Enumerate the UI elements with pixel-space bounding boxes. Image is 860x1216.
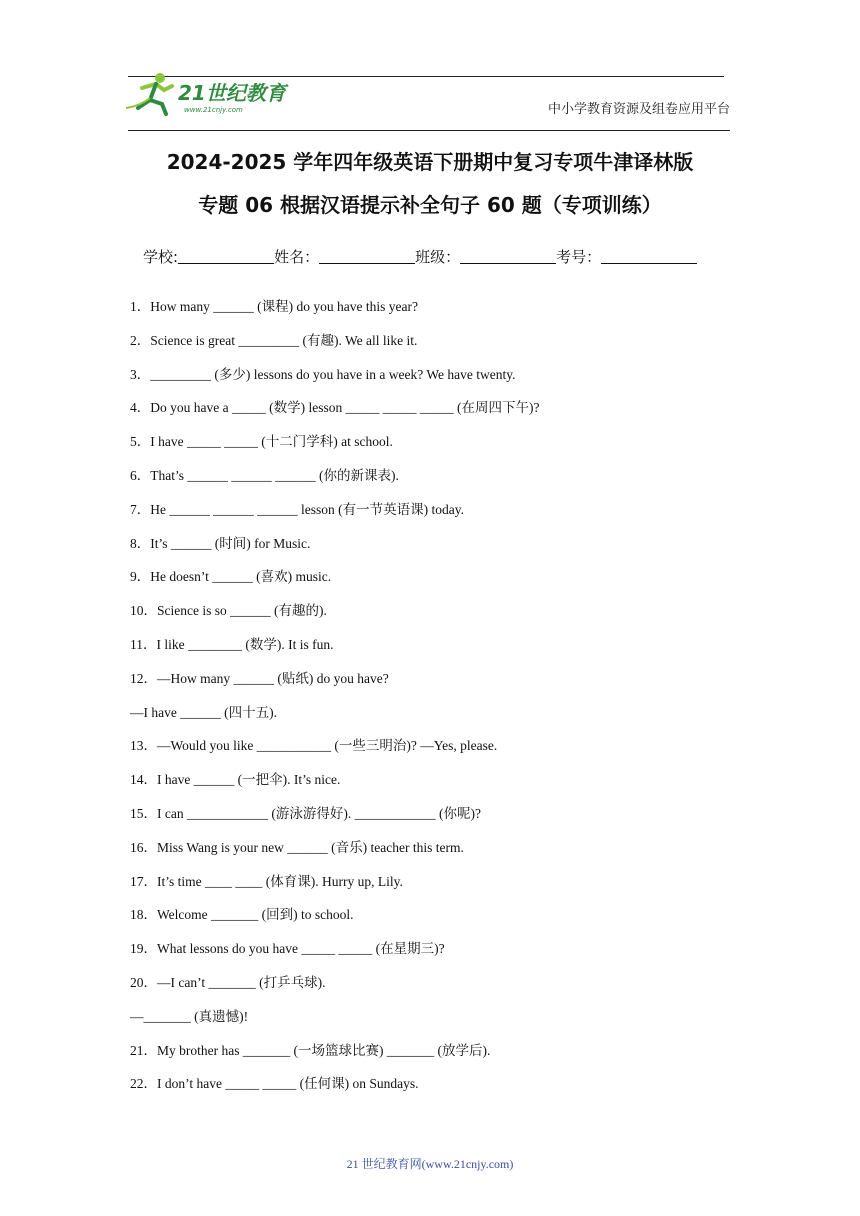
question-19: 19．What lessons do you have _____ _____ (在星期三)? bbox=[130, 941, 445, 956]
question-7: 7．He ______ ______ ______ lesson (有一节英语课) today. bbox=[130, 502, 464, 517]
question-20-answer: —_______ (真遗憾)! bbox=[130, 1009, 249, 1024]
question-3: 3．_________ (多少) lessons do you have in a week? We have twenty. bbox=[130, 367, 516, 382]
question-9: 9．He doesn’t ______ (喜欢) music. bbox=[130, 569, 332, 584]
question-12: 12．—How many ______ (贴纸) do you have? bbox=[130, 671, 389, 686]
question-16: 16．Miss Wang is your new ______ (音乐) teacher this term. bbox=[130, 840, 464, 855]
title-line-2: 专题 06 根据汉语提示补全句子 60 题（专项训练） bbox=[198, 193, 662, 217]
name-blank[interactable] bbox=[319, 249, 415, 264]
title-line-1: 2024-2025 学年四年级英语下册期中复习专项牛津译林版 bbox=[166, 150, 694, 174]
question-10: 10．Science is so ______ (有趣的). bbox=[130, 603, 327, 618]
logo-url: www.21cnjy.com bbox=[184, 106, 243, 114]
class-blank[interactable] bbox=[460, 249, 556, 264]
runner-icon bbox=[126, 73, 172, 114]
question-15: 15．I can ____________ (游泳游得好). ____________ (你呢)? bbox=[130, 806, 481, 821]
number-blank[interactable] bbox=[601, 249, 697, 264]
question-4: 4．Do you have a _____ (数学) lesson _____ _____ _____ (在周四下午)? bbox=[130, 400, 540, 415]
question-11: 11．I like ________ (数学). It is fun. bbox=[130, 637, 334, 652]
question-5: 5．I have _____ _____ (十二门学科) at school. bbox=[130, 434, 393, 449]
number-label: 考号： bbox=[556, 248, 602, 266]
school-blank[interactable] bbox=[178, 249, 274, 264]
question-22: 22．I don’t have _____ _____ (任何课) on Sundays. bbox=[130, 1076, 419, 1091]
logo bbox=[120, 70, 292, 116]
question-18: 18．Welcome _______ (回到) to school. bbox=[130, 907, 354, 922]
question-14: 14．I have ______ (一把伞). It’s nice. bbox=[130, 772, 341, 787]
question-1: 1．How many ______ (课程) do you have this year? bbox=[130, 299, 418, 314]
question-6: 6．That’s ______ ______ ______ (你的新课表). bbox=[130, 468, 399, 483]
class-label: 班级： bbox=[415, 248, 461, 266]
platform-name: 中小学教育资源及组卷应用平台 bbox=[548, 102, 731, 117]
question-17: 17．It’s time ____ ____ (体育课). Hurry up, Lily. bbox=[130, 874, 403, 889]
question-20: 20．—I can’t _______ (打乒乓球). bbox=[130, 975, 326, 990]
question-8: 8．It’s ______ (时间) for Music. bbox=[130, 536, 311, 551]
question-21: 21．My brother has _______ (一场篮球比赛) _______ (放学后). bbox=[130, 1043, 491, 1058]
school-label: 学校: bbox=[143, 248, 179, 266]
student-info-line bbox=[143, 246, 697, 267]
footer: 21 世纪教育网(www.21cnjy.com) bbox=[346, 1157, 514, 1171]
question-2: 2．Science is great _________ (有趣). We all like it. bbox=[130, 333, 418, 348]
question-13: 13．—Would you like ___________ (一些三明治)? —Yes, please. bbox=[130, 738, 498, 753]
name-label: 姓名： bbox=[274, 248, 320, 266]
question-12-answer: —I have ______ (四十五). bbox=[130, 705, 277, 720]
logo-text: 21世纪教育 bbox=[178, 81, 286, 105]
header-bottom-rule bbox=[128, 130, 730, 131]
